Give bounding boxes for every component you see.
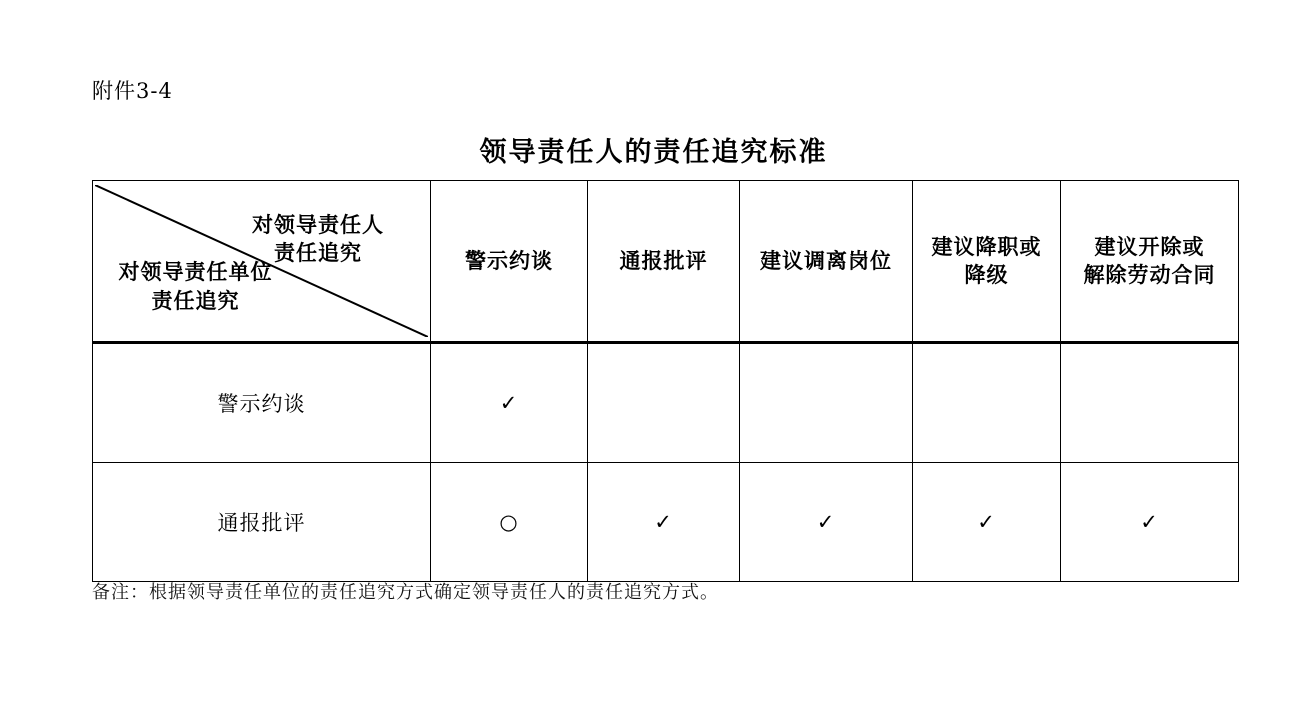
cell-mark: ✓: [740, 463, 913, 582]
row-label-warning-talk: 警示约谈: [93, 343, 431, 463]
cell-mark: [1061, 343, 1239, 463]
table-header-row: [93, 181, 1239, 343]
cell-mark: [588, 343, 740, 463]
column-header-dismissal: 建议开除或 解除劳动合同: [1061, 181, 1239, 343]
column-header-demotion: 建议降职或 降级: [913, 181, 1061, 343]
column-header-public-criticism: 通报批评: [588, 181, 740, 343]
responsibility-matrix-table: [92, 180, 1239, 582]
cell-mark: ○: [431, 463, 588, 582]
table-row: [93, 343, 1239, 463]
table-note: 备注：根据领导责任单位的责任追究方式确定领导责任人的责任追究方式。: [92, 582, 719, 603]
attachment-label: 附件3-4: [92, 79, 173, 103]
cell-mark: [740, 343, 913, 463]
cell-mark: [913, 343, 1061, 463]
cell-mark: ✓: [588, 463, 740, 582]
column-header-warning-talk: 警示约谈: [431, 181, 588, 343]
corner-top-label: 对领导责任人 责任追究: [252, 212, 384, 266]
page-title: 领导责任人的责任追究标准: [479, 137, 828, 168]
table-row: [93, 463, 1239, 582]
column-header-transfer-post: 建议调离岗位: [740, 181, 913, 343]
cell-mark: ✓: [913, 463, 1061, 582]
cell-mark: ✓: [431, 343, 588, 463]
cell-mark: ✓: [1061, 463, 1239, 582]
row-label-public-criticism: 通报批评: [93, 463, 431, 582]
table-corner-cell: [93, 181, 431, 343]
corner-bottom-label: 对领导责任单位 责任追究: [118, 259, 273, 313]
